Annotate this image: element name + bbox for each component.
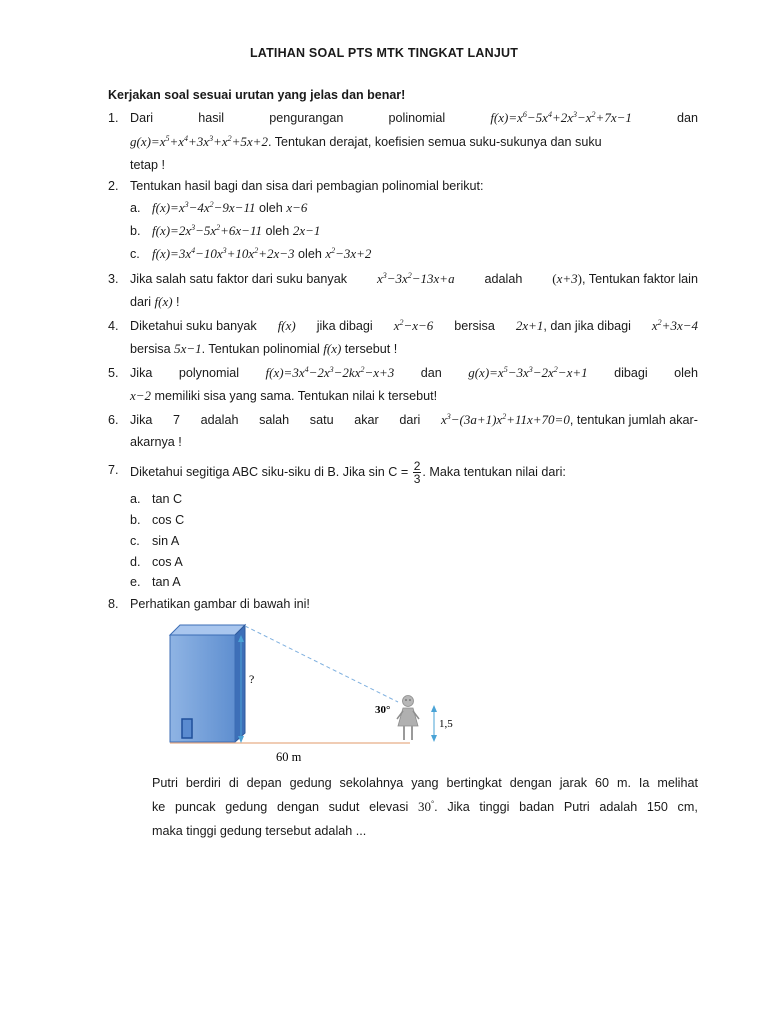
formula-gx: $g(x)=x^5+x^4+3x^3+x^2+5x+2$: [130, 134, 268, 149]
q7-item-c: c. sin A: [130, 534, 180, 548]
question-5: 5. Jika polynomial $f(x)=3x^4-2x^3-2kx^2-x+3$ dan $g(x)=x^5-3x^3-2x^2-x+1$ dibagi oleh: [108, 365, 698, 380]
q7-item-a: a. tan C: [130, 492, 183, 506]
q8-para-line-1: Putri berdiri di depan gedung sekolahnya yang bertingkat dengan jarak 60 m. Ia melihat: [152, 776, 698, 790]
q8-para-line-2: ke puncak gedung dengan sudut elevasi 30°. Jika tinggi badan Putri adalah 150 cm,: [152, 799, 698, 814]
question-3: 3. Jika salah satu faktor dari suku banyak $x^3-3x^2-13x+a$ adalah (x+3), Tentukan faktor lain: [108, 271, 698, 286]
question-4: 4. Diketahui suku banyak f(x) jika dibagi $x^2-x-6$ bersisa 2x+1, dan jika dibagi $x^2+3x-4$: [108, 318, 698, 333]
q1-line-3: tetap !: [130, 158, 166, 172]
person-icon: [397, 696, 419, 741]
q1-number: 1.: [108, 111, 119, 125]
building-door: [182, 719, 192, 738]
q3-line-2: dari f(x) !: [130, 294, 180, 309]
distance-label: 60 m: [276, 750, 302, 764]
question-7: 7. Diketahui segitiga ABC siku-siku di B. Jika sin C = $\frac{2}{3}$ . Maka tentukan nilai dari:: [108, 459, 566, 486]
q6-line-2: akarnya !: [130, 435, 182, 449]
instruction: Kerjakan soal sesuai urutan yang jelas dan benar!: [108, 88, 406, 102]
page-title: LATIHAN SOAL PTS MTK TINGKAT LANJUT: [249, 46, 519, 60]
q7-item-d: d. cos A: [130, 555, 183, 569]
question-6: 6. Jika 7 adalah salah satu akar dari $x^3-(3a+1)x^2+11x+70=0$, tentukan jumlah akar-: [108, 412, 698, 427]
q1-line-2: $g(x)=x^5+x^4+3x^3+x^2+5x+2$. Tentukan derajat, koefisien semua suku-sukunya dan suku: [130, 134, 602, 149]
fraction-two-thirds: $\frac{2}{3}$: [413, 459, 421, 486]
q2-item-a: a. $f(x)=x^3-4x^2-9x-11$ oleh x−6: [130, 200, 308, 215]
building-figure: [150, 615, 480, 770]
question-2: 2. Tentukan hasil bagi dan sisa dari pembagian polinomial berikut:: [108, 179, 484, 193]
q1-line-1: Dari hasil pengurangan polinomial $f(x)=x^6-5x^4+2x^3-x^2+7x-1$ dan: [130, 108, 698, 128]
q8-paragraph: [152, 771, 698, 843]
q5-line-2: x−2 memiliki sisa yang sama. Tentukan nilai k tersebut!: [130, 388, 438, 403]
building-top: [170, 625, 245, 635]
sight-line: [245, 626, 398, 702]
person-height-label: 1,5: [439, 718, 453, 730]
building-front: [170, 635, 235, 742]
q2-item-c: c. $f(x)=3x^4-10x^3+10x^2+2x-3$ oleh $x^2-3x+2$: [130, 246, 372, 261]
question-8: 8. Perhatikan gambar di bawah ini!: [108, 597, 310, 611]
angle-label: 30°: [375, 704, 391, 716]
height-unknown-label: ?: [249, 672, 255, 686]
q7-item-e: e. tan A: [130, 575, 181, 589]
formula-fx: $f(x)=x^6-5x^4+2x^3-x^2+7x-1$: [490, 110, 632, 125]
q2-item-b: b. $f(x)=2x^3-5x^2+6x-11$ oleh 2x−1: [130, 223, 321, 238]
q7-item-b: b. cos C: [130, 513, 185, 527]
building-side: [235, 625, 245, 742]
question-1: [0, 108, 768, 128]
q4-line-2: bersisa 5x−1. Tentukan polinomial f(x) tersebut !: [130, 341, 398, 356]
q8-para-line-3: maka tinggi gedung tersebut adalah ...: [152, 824, 367, 838]
